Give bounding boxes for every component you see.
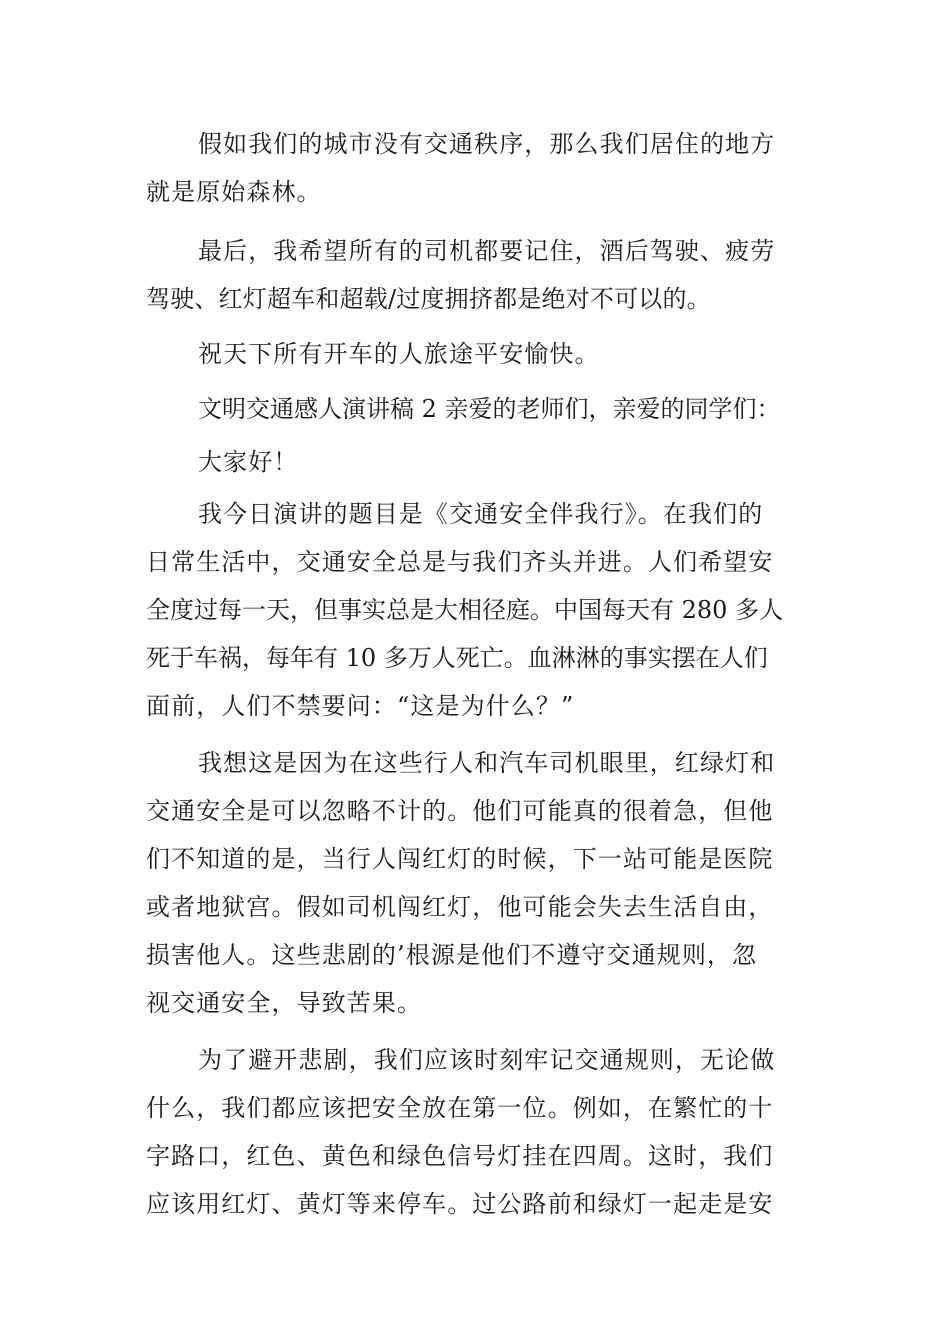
text-line: 或者地狱宫。假如司机闯红灯，他可能会失去生活自由，: [146, 893, 774, 921]
text-line: 字路口，红色、黄色和绿色信号灯挂在四周。这时，我们: [146, 1142, 774, 1170]
text-line: 大家好！: [198, 448, 299, 476]
text-line: 我想这是因为在这些行人和汽车司机眼里，红绿灯和: [198, 749, 776, 777]
text-line: 什么，我们都应该把安全放在第一位。例如，在繁忙的十: [146, 1094, 774, 1122]
text-line: 假如我们的城市没有交通秩序，那么我们居住的地方: [198, 130, 776, 158]
text-line: 们不知道的是，当行人闯红灯的时候，下一站可能是医院: [146, 845, 774, 873]
text-line: 为了避开悲剧，我们应该时刻牢记交通规则，无论做: [198, 1046, 776, 1074]
text-line: 最后，我希望所有的司机都要记住，酒后驾驶、疲劳: [198, 237, 776, 265]
text-line: 我今日演讲的题目是《交通安全伴我行》。在我们的: [198, 500, 764, 528]
text-line: 就是原始森林。: [146, 178, 322, 206]
text-line: 祝天下所有开车的人旅途平安愉快。: [198, 340, 600, 368]
text-line: 面前，人们不禁要问：“这是为什么？”: [146, 692, 575, 720]
text-line: 文明交通感人演讲稿 2 亲爱的老师们，亲爱的同学们：: [198, 395, 781, 423]
text-line: 全度过每一天，但事实总是大相径庭。中国每天有 280 多人: [146, 596, 784, 624]
text-line: 死于车祸，每年有 10 多万人死亡。血淋淋的事实摆在人们: [146, 644, 768, 672]
text-line: 日常生活中，交通安全总是与我们齐头并进。人们希望安: [146, 548, 774, 576]
text-line: 交通安全是可以忽略不计的。他们可能真的很着急，但他: [146, 797, 774, 825]
text-line: 损害他人。这些悲剧的’根源是他们不遵守交通规则，忽: [146, 941, 758, 969]
text-line: 驾驶、红灯超车和超载/过度拥挤都是绝对不可以的。: [146, 285, 711, 313]
text-line: 应该用红灯、黄灯等来停车。过公路前和绿灯一起走是安: [146, 1190, 774, 1218]
text-line: 视交通安全，导致苦果。: [146, 989, 423, 1017]
